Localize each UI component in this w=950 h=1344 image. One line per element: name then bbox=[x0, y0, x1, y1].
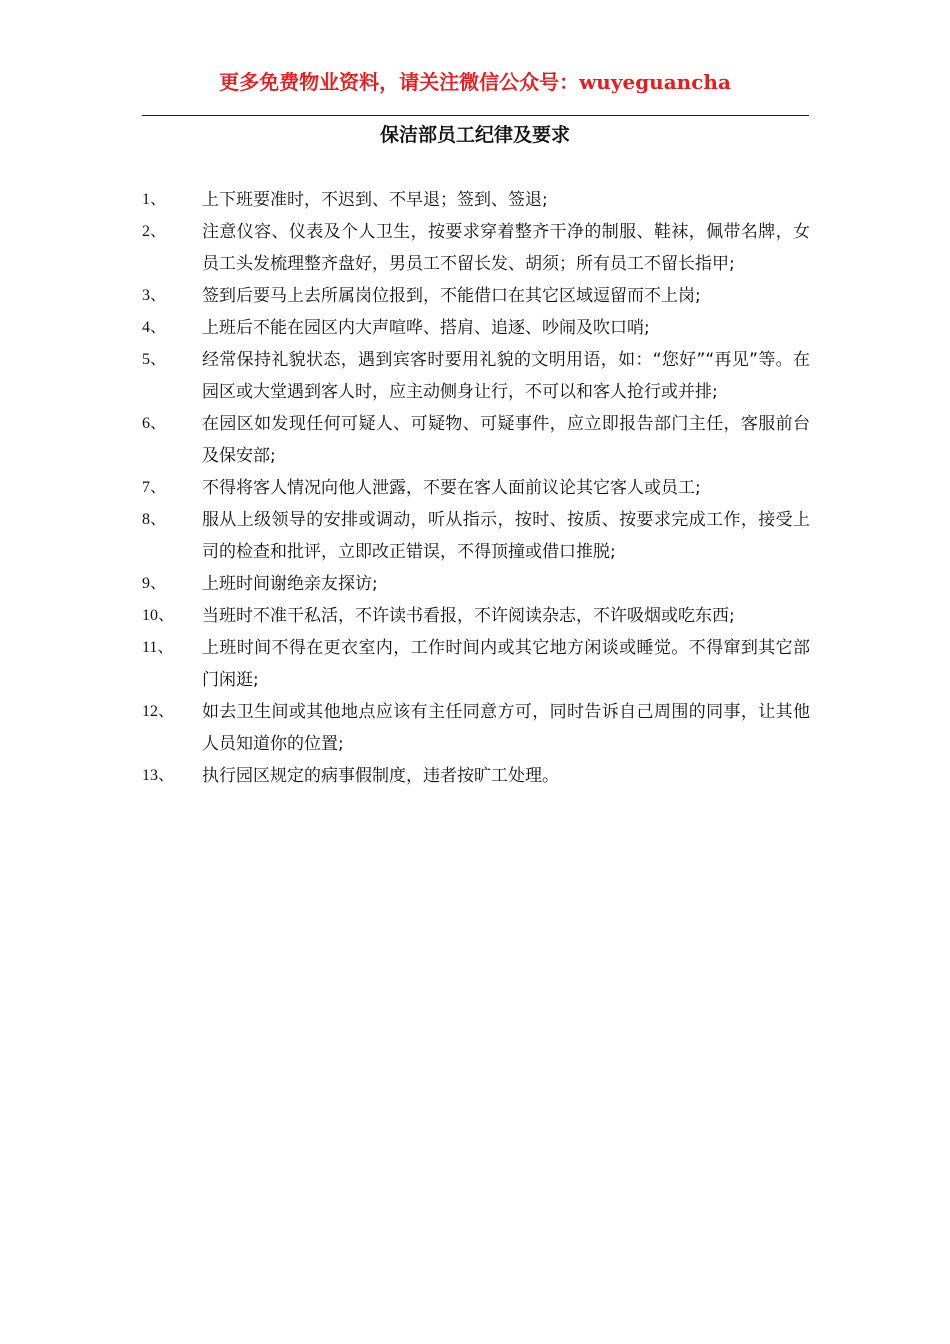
rule-item-5 bbox=[142, 344, 810, 408]
rule-text: 上班时间不得在更衣室内，工作时间内或其它地方闲谈或睡觉。不得窜到其它部门闲逛; bbox=[202, 638, 810, 690]
rule-item-12 bbox=[142, 696, 810, 760]
rules-list bbox=[142, 184, 810, 792]
rule-text: 在园区如发现任何可疑人、可疑物、可疑事件，应立即报告部门主任，客服前台及保安部; bbox=[202, 414, 810, 466]
rule-number: 4、 bbox=[142, 319, 167, 336]
rule-number: 6、 bbox=[142, 415, 167, 432]
rule-number: 8、 bbox=[142, 511, 167, 528]
document-title: 保洁部员工纪律及要求 bbox=[379, 124, 570, 146]
rule-number: 7、 bbox=[142, 479, 167, 496]
rule-item-8 bbox=[142, 504, 810, 568]
rule-number: 2、 bbox=[142, 223, 167, 240]
rule-text: 上班后不能在园区内大声喧哗、搭肩、追逐、吵闹及吹口哨; bbox=[202, 318, 650, 338]
rule-number: 11、 bbox=[142, 639, 174, 656]
rule-text: 服从上级领导的安排或调动，听从指示，按时、按质、按要求完成工作，接受上司的检查和批评，立即改正错误，不得顶撞或借口推脱; bbox=[202, 510, 810, 562]
rule-item-4 bbox=[142, 312, 810, 344]
rule-item-6 bbox=[142, 408, 810, 472]
rule-item-10 bbox=[142, 600, 810, 632]
rule-text: 当班时不准干私活，不许读书看报，不许阅读杂志，不许吸烟或吃东西; bbox=[202, 606, 735, 626]
rule-number: 3、 bbox=[142, 287, 167, 304]
rule-text: 执行园区规定的病事假制度，违者按旷工处理。 bbox=[202, 766, 559, 786]
rule-text: 上下班要准时，不迟到、不早退；签到、签退; bbox=[202, 190, 548, 210]
rule-item-11 bbox=[142, 632, 810, 696]
rule-number: 1、 bbox=[142, 191, 167, 208]
header-divider bbox=[142, 115, 809, 116]
rule-item-13 bbox=[142, 760, 810, 792]
rule-text: 签到后要马上去所属岗位报到，不能借口在其它区域逗留而不上岗; bbox=[202, 286, 701, 306]
rule-number: 10、 bbox=[142, 607, 175, 624]
rule-text: 经常保持礼貌状态，遇到宾客时要用礼貌的文明用语，如：“您好”“再见”等。在园区或大堂遇到客人时，应主动侧身让行，不可以和客人抢行或并排; bbox=[202, 350, 810, 402]
header-banner: 更多免费物业资料，请关注微信公众号：wuyeguancha bbox=[219, 70, 731, 94]
rule-number: 9、 bbox=[142, 575, 167, 592]
rule-item-3 bbox=[142, 280, 810, 312]
rule-text: 不得将客人情况向他人泄露，不要在客人面前议论其它客人或员工; bbox=[202, 478, 701, 498]
rule-item-9 bbox=[142, 568, 810, 600]
rule-text: 如去卫生间或其他地点应该有主任同意方可，同时告诉自己周围的同事，让其他人员知道你的位置; bbox=[202, 702, 810, 754]
rule-text: 注意仪容、仪表及个人卫生，按要求穿着整齐干净的制服、鞋袜，佩带名牌，女员工头发梳理整齐盘好，男员工不留长发、胡须；所有员工不留长指甲; bbox=[202, 222, 810, 274]
rule-item-2 bbox=[142, 216, 810, 280]
rule-text: 上班时间谢绝亲友探访; bbox=[202, 574, 378, 594]
rule-item-7 bbox=[142, 472, 810, 504]
rule-number: 5、 bbox=[142, 351, 167, 368]
rule-number: 13、 bbox=[142, 767, 175, 784]
rule-number: 12、 bbox=[142, 703, 175, 720]
rule-item-1 bbox=[142, 184, 810, 216]
